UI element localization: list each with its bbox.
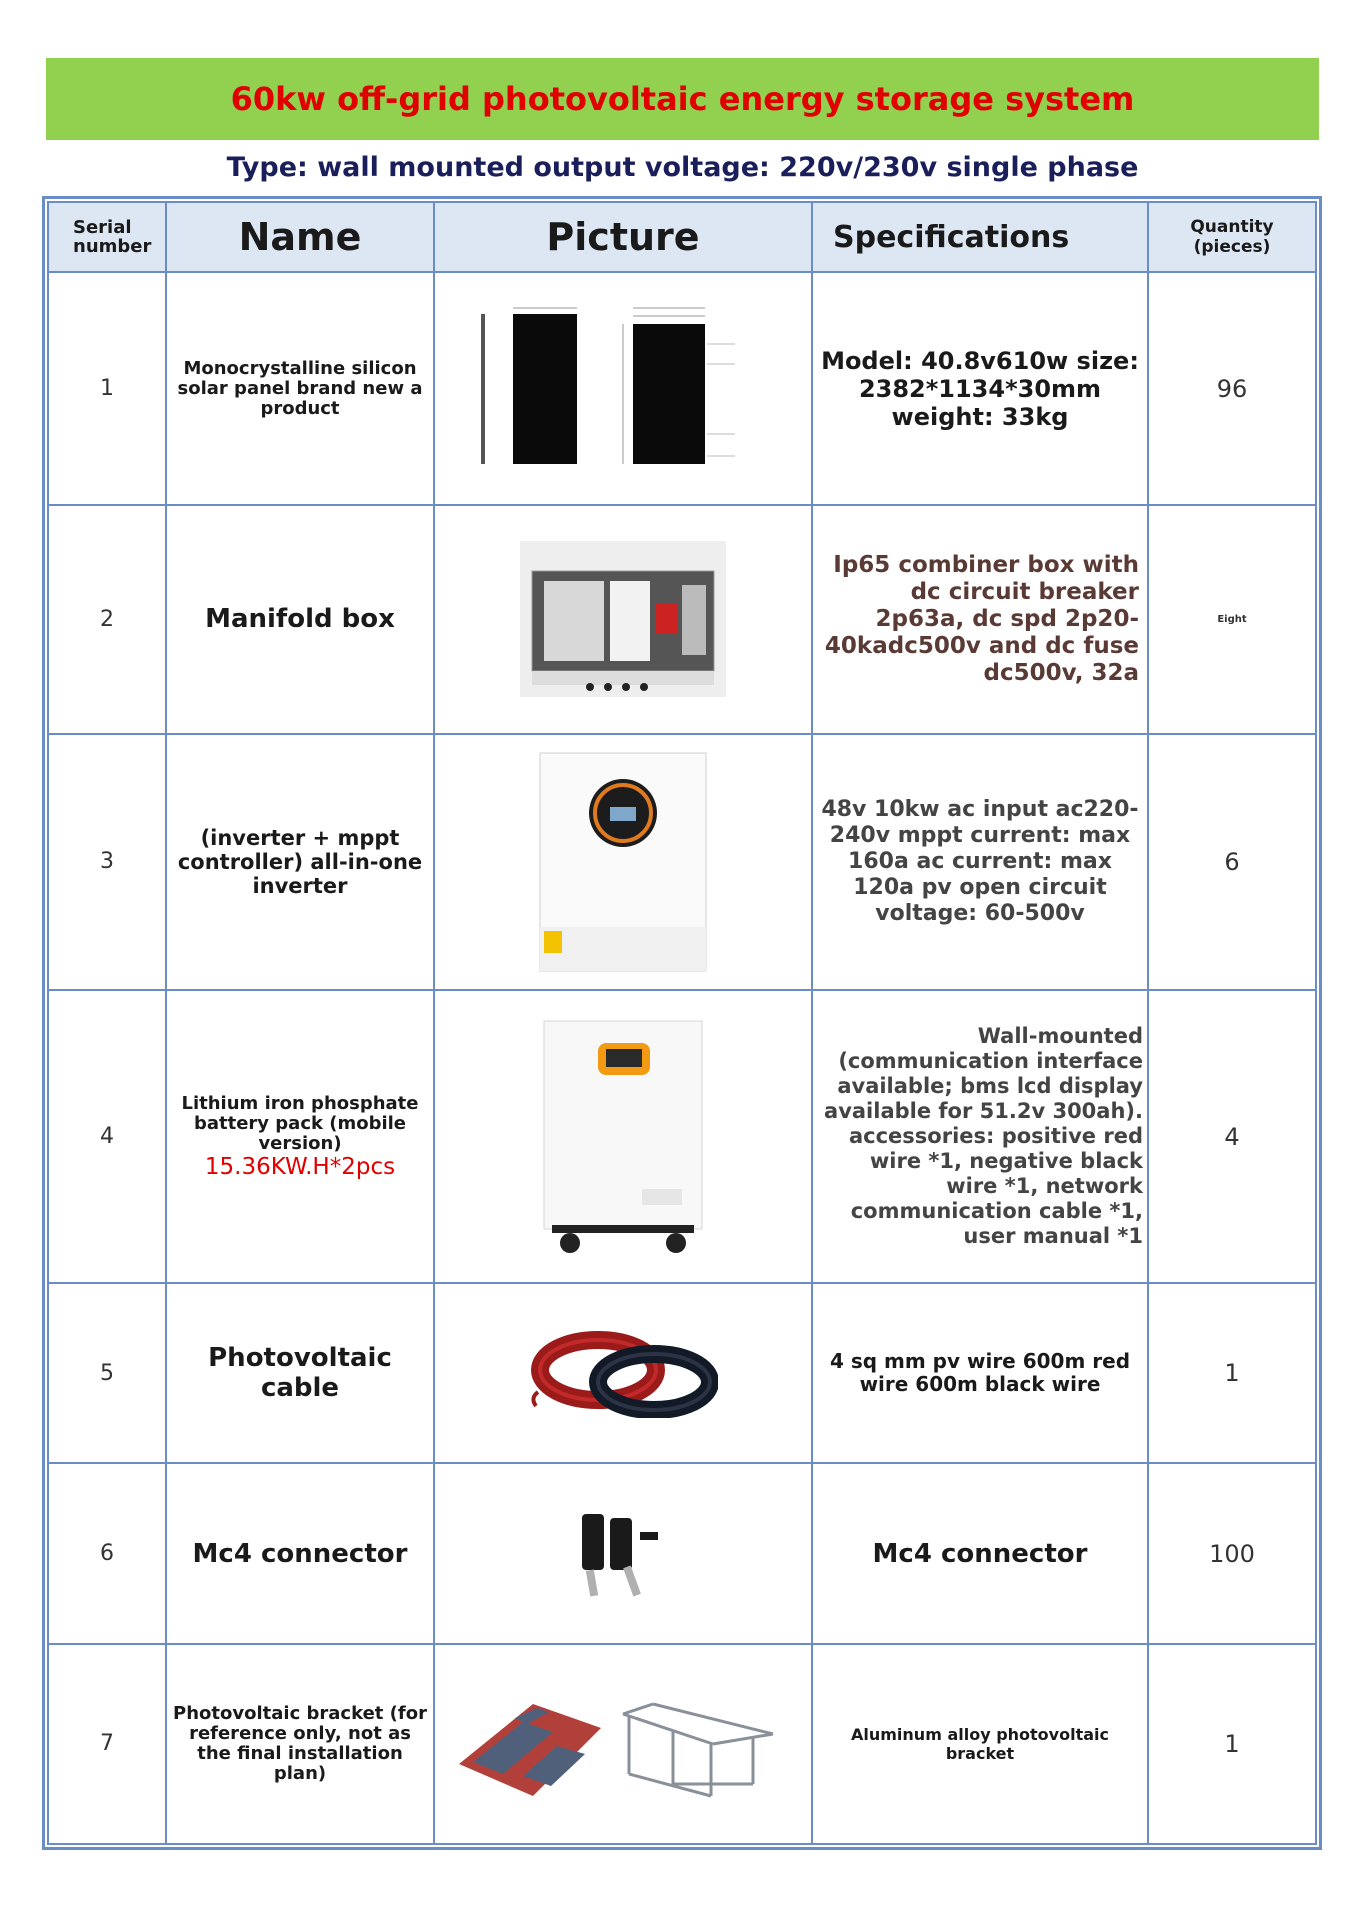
quantity-cell: 100 xyxy=(1148,1463,1316,1643)
header-name: Name xyxy=(166,202,434,272)
name-text: Lithium iron phosphate battery pack (mobile version) xyxy=(181,1092,419,1154)
product-table xyxy=(47,201,1317,1845)
picture-cell xyxy=(434,990,812,1283)
quantity-cell: 1 xyxy=(1148,1283,1316,1463)
spec-cell: 48v 10kw ac input ac220-240v mppt current: max 160a ac current: max 120a pv open circuit voltage: 60-500v xyxy=(812,734,1148,990)
header-specifications: Specifications xyxy=(812,202,1148,272)
name-cell: Photovoltaic cable xyxy=(166,1283,434,1463)
combiner-box-icon xyxy=(520,541,726,697)
spec-cell: Mc4 connector xyxy=(812,1463,1148,1643)
name-cell: (inverter + mppt controller) all-in-one inverter xyxy=(166,734,434,990)
serial-cell: 3 xyxy=(48,734,166,990)
serial-cell: 2 xyxy=(48,505,166,733)
title-banner xyxy=(46,58,1319,140)
serial-cell: 5 xyxy=(48,1283,166,1463)
name-cell: Photovoltaic bracket (for reference only, not as the final installation plan) xyxy=(166,1644,434,1844)
header-picture: Picture xyxy=(434,202,812,272)
picture-cell xyxy=(434,1283,812,1463)
name-cell xyxy=(166,990,434,1283)
table-row xyxy=(48,1644,1316,1844)
inverter-icon xyxy=(538,751,708,973)
product-table-frame xyxy=(42,196,1322,1850)
picture-cell xyxy=(434,734,812,990)
solar-panel-icon xyxy=(473,304,773,474)
page-subtitle: Type: wall mounted output voltage: 220v/230v single phase xyxy=(226,152,1139,183)
quantity-cell: 1 xyxy=(1148,1644,1316,1844)
name-cell: Manifold box xyxy=(166,505,434,733)
capacity-note: 15.36KW.H*2pcs xyxy=(204,1153,396,1180)
quantity-cell: Eight xyxy=(1148,505,1316,733)
picture-cell xyxy=(434,1463,812,1643)
picture-cell xyxy=(434,1644,812,1844)
serial-cell: 7 xyxy=(48,1644,166,1844)
page-title: 60kw off-grid photovoltaic energy storage system xyxy=(230,80,1135,118)
spec-cell: Model: 40.8v610w size: 2382*1134*30mm weight: 33kg xyxy=(812,272,1148,505)
quantity-cell: 6 xyxy=(1148,734,1316,990)
table-row xyxy=(48,734,1316,990)
quantity-cell: 4 xyxy=(1148,990,1316,1283)
name-cell: Monocrystalline silicon solar panel brand new a product xyxy=(166,272,434,505)
connector-icon xyxy=(558,1504,688,1604)
bracket-icon xyxy=(453,1684,793,1804)
battery-icon xyxy=(542,1019,704,1255)
serial-cell: 6 xyxy=(48,1463,166,1643)
spec-cell: 4 sq mm pv wire 600m red wire 600m black wire xyxy=(812,1283,1148,1463)
serial-cell: 1 xyxy=(48,272,166,505)
table-row xyxy=(48,505,1316,733)
table-row xyxy=(48,272,1316,505)
picture-cell xyxy=(434,505,812,733)
spec-cell: Aluminum alloy photovoltaic bracket xyxy=(812,1644,1148,1844)
cable-icon xyxy=(528,1328,718,1418)
table-header-row xyxy=(48,202,1316,272)
quantity-cell: 96 xyxy=(1148,272,1316,505)
table-row xyxy=(48,1283,1316,1463)
name-cell: Mc4 connector xyxy=(166,1463,434,1643)
header-serial: Serial number xyxy=(48,202,166,272)
spec-cell: Ip65 combiner box with dc circuit breaker 2p63a, dc spd 2p20-40kadc500v and dc fuse dc500v, 32a xyxy=(812,505,1148,733)
table-row xyxy=(48,990,1316,1283)
picture-cell xyxy=(434,272,812,505)
table-row xyxy=(48,1463,1316,1643)
header-quantity: Quantity (pieces) xyxy=(1148,202,1316,272)
serial-cell: 4 xyxy=(48,990,166,1283)
spec-cell: Wall-mounted (communication interface available; bms lcd display available for 51.2v 300ah). accessories: positive red wire *1, negative black wire *1, network communication cable *1, user manual *1 xyxy=(812,990,1148,1283)
